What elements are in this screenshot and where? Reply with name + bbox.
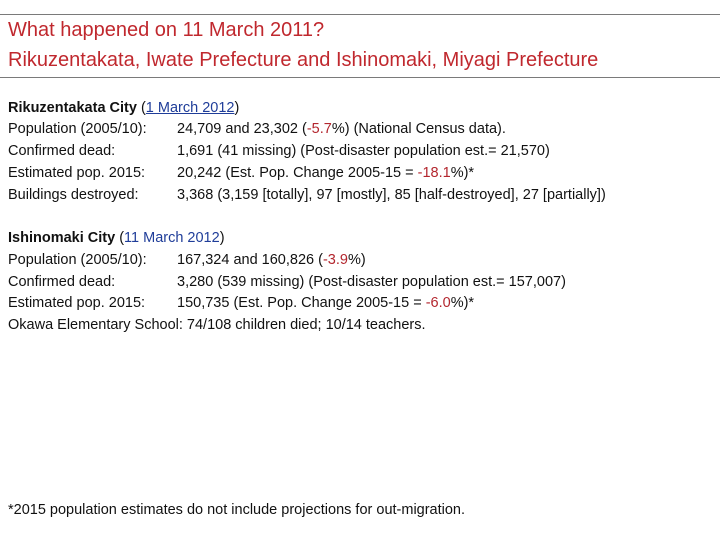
top-divider bbox=[0, 14, 720, 15]
dead-value: 1,691 (41 missing) (Post-disaster population est.= 21,570) bbox=[177, 143, 550, 159]
ishinomaki-dead bbox=[8, 272, 566, 292]
ishinomaki-population bbox=[8, 250, 366, 270]
paren: ) bbox=[219, 230, 225, 246]
rikuzentakata-estimate bbox=[8, 163, 474, 183]
buildings-value: 3,368 (3,159 [totally], 97 [mostly], 85 [half-destroyed], 27 [partially]) bbox=[177, 187, 606, 203]
dead-label: Confirmed dead: bbox=[8, 274, 116, 290]
title-divider bbox=[0, 77, 720, 78]
date-link[interactable]: 1 March 2012 bbox=[145, 100, 235, 116]
estimate-value: 20,242 (Est. Pop. Change 2005-15 = bbox=[177, 165, 418, 181]
rikuzentakata-heading bbox=[8, 98, 239, 118]
estimate-note: %)* bbox=[450, 165, 475, 181]
estimate-value: 150,735 (Est. Pop. Change 2005-15 = bbox=[177, 295, 426, 311]
estimate-change: -6.0 bbox=[425, 295, 451, 311]
population-value: 167,324 and 160,826 ( bbox=[177, 252, 323, 268]
population-note: %) (National Census data). bbox=[331, 121, 506, 137]
city-name: Rikuzentakata City bbox=[8, 100, 137, 116]
estimate-note: %)* bbox=[450, 295, 475, 311]
buildings-label: Buildings destroyed: bbox=[8, 187, 139, 203]
population-change: -5.7 bbox=[306, 121, 332, 137]
date-link[interactable]: 11 March 2012 bbox=[124, 230, 220, 246]
city-name: Ishinomaki City bbox=[8, 230, 116, 246]
dead-label: Confirmed dead: bbox=[8, 143, 116, 159]
footnote: *2015 population estimates do not include projections for out-migration. bbox=[8, 502, 466, 518]
ishinomaki-estimate bbox=[8, 293, 474, 313]
population-value: 24,709 and 23,302 ( bbox=[177, 121, 307, 137]
rikuzentakata-population bbox=[8, 119, 506, 139]
estimate-label: Estimated pop. 2015: bbox=[8, 165, 146, 181]
page-title: What happened on 11 March 2011? bbox=[8, 19, 325, 41]
rikuzentakata-buildings bbox=[8, 185, 606, 205]
paren: ( bbox=[115, 230, 125, 246]
paren: ( bbox=[136, 100, 146, 116]
population-label: Population (2005/10): bbox=[8, 121, 147, 137]
school-text: Okawa Elementary School: 74/108 children died; 10/14 teachers. bbox=[8, 317, 426, 333]
page-subtitle: Rikuzentakata, Iwate Prefecture and Ishinomaki, Miyagi Prefecture bbox=[8, 49, 599, 71]
ishinomaki-school bbox=[8, 315, 426, 335]
paren: ) bbox=[234, 100, 240, 116]
estimate-change: -18.1 bbox=[417, 165, 451, 181]
dead-value: 3,280 (539 missing) (Post-disaster population est.= 157,007) bbox=[177, 274, 566, 290]
rikuzentakata-dead bbox=[8, 141, 550, 161]
ishinomaki-heading bbox=[8, 228, 225, 248]
population-label: Population (2005/10): bbox=[8, 252, 147, 268]
estimate-label: Estimated pop. 2015: bbox=[8, 295, 146, 311]
population-note: %) bbox=[347, 252, 366, 268]
population-change: -3.9 bbox=[322, 252, 348, 268]
